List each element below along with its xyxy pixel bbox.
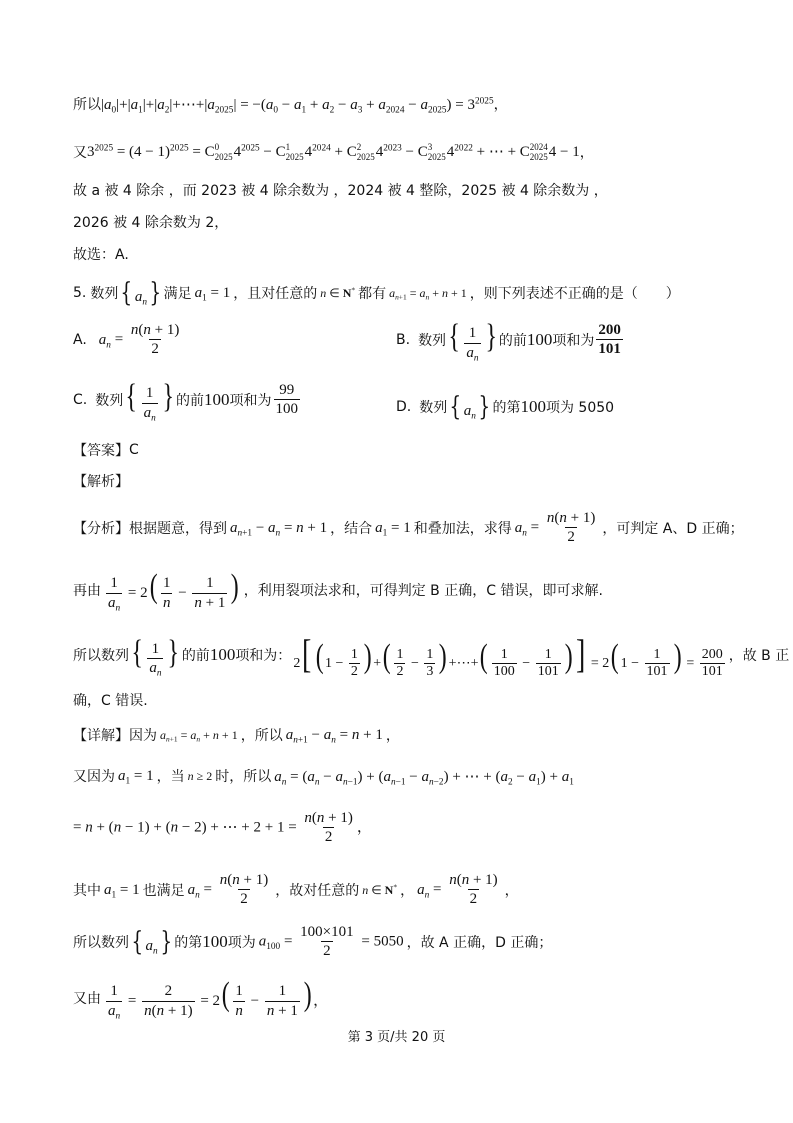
recurrence: $a_{n+1} = a_n + n + 1$ bbox=[389, 285, 467, 302]
option-b[interactable] bbox=[396, 318, 625, 362]
prev-answer-choice: 故选：A. bbox=[73, 247, 129, 263]
a1-eq-1: $a_1 = 1$ bbox=[194, 284, 231, 303]
option-b-pre: 数列 bbox=[418, 332, 447, 349]
option-c-den: 100 bbox=[275, 400, 299, 417]
prev-line-4 bbox=[73, 212, 228, 232]
option-d-label: D. bbox=[396, 399, 412, 415]
stem-e: ，则下列表述不正确的是（ ） bbox=[469, 286, 680, 302]
a100-value: $a_{100}$ = $\frac{100\times 101}{2}$ = 5050 bbox=[258, 924, 404, 960]
stem-a: 数列 bbox=[90, 286, 119, 302]
option-b-seq: { $\frac{1}{a_n}$ } bbox=[448, 318, 497, 363]
detail-4b: 也满足 bbox=[142, 883, 185, 900]
reciprocal-identity: $\frac{1}{a_n}$ = $\frac{2}{n(n + 1)}$ = 2( $\frac{1}{n}$ − $\frac{1}{n + 1}$ ) ， bbox=[108, 976, 329, 1021]
question-number: 5. bbox=[73, 285, 87, 301]
option-c-label: C. bbox=[73, 391, 88, 408]
detail-6a: 又由 bbox=[73, 990, 101, 1007]
fenxi-3e: ，故 B 正 bbox=[728, 648, 790, 665]
detail-line-2 bbox=[73, 766, 574, 786]
seq-an: { $a_n$} bbox=[120, 278, 162, 308]
detail-line-3 bbox=[73, 810, 372, 846]
fenxi-1d: ，可判定 A、D 正确； bbox=[602, 521, 744, 538]
option-d-100: 100 bbox=[520, 397, 546, 416]
analysis-tag: 【解析】 bbox=[73, 474, 129, 490]
sum-result: = n + (n − 1) + (n − 2) + ⋯ + 2 + 1 = $\frac{n(n + 1)}{2}$ ， bbox=[73, 810, 372, 846]
telescoping-sum-an: $a_n = (a_n - a_{n-1}) + (a_{n-1} - a_{n-2})$ + ⋯ + $(a_2 - a_1) + a_1$ bbox=[274, 768, 574, 787]
fenxi-3a: 所以数列 bbox=[73, 648, 129, 665]
detail-1a: 因为 bbox=[129, 728, 157, 744]
fenxi-1b: ，结合 bbox=[330, 521, 373, 538]
option-c-100: 100 bbox=[204, 389, 230, 409]
detail-4c: ，故对任意的 bbox=[275, 883, 360, 900]
option-b-100: 100 bbox=[526, 329, 553, 349]
prev-line-1 bbox=[73, 94, 508, 114]
detail-2a: 又因为 bbox=[73, 769, 115, 785]
option-d-mid: 的第 bbox=[492, 400, 521, 416]
fenxi-2a: 再由 bbox=[73, 582, 101, 599]
option-c[interactable] bbox=[73, 378, 302, 422]
detail-4a: 其中 bbox=[73, 883, 101, 900]
option-b-den: 101 bbox=[598, 340, 621, 357]
detail-an-formula: $a_n$ = $\frac{n(n + 1)}{2}$ bbox=[187, 872, 269, 908]
prev-line-2 bbox=[73, 142, 594, 162]
diff-equation: $a_{n+1} - a_n = n + 1$ bbox=[230, 519, 328, 538]
fenxi-3d: 项和为： bbox=[235, 648, 292, 665]
a1-eq-1-b: $a_1 = 1$ bbox=[375, 519, 411, 538]
option-b-fraction bbox=[596, 322, 623, 358]
answer-line bbox=[73, 440, 139, 460]
fenxi-1c: 和叠加法，求得 bbox=[413, 521, 512, 538]
option-c-seq: { $\frac{1}{a_n}$ } bbox=[125, 378, 174, 423]
detail-tag: 【详解】 bbox=[73, 728, 129, 744]
prev-line-3-text: 故 a 被 4 除余 ，而 2023 被 4 除余数为 ，2024 被 4 整除，2025 被 4 除余数为 ， bbox=[73, 183, 608, 199]
detail-diff: $a_{n+1} - a_n = n + 1$ bbox=[285, 726, 383, 745]
detail-1b: ，所以 bbox=[240, 728, 283, 744]
detail-5d: 项为 bbox=[227, 935, 256, 952]
option-a-formula: $a_n$ = $\frac{n(n + 1)}{2}$ bbox=[98, 322, 180, 358]
page-footer: 第 3 页/共 20 页 bbox=[347, 1030, 446, 1045]
option-c-fraction bbox=[274, 382, 301, 418]
prev-line-2-suffix: ， bbox=[579, 145, 594, 162]
abs-sum-equation: $|a_0|+|a_1|+|a_2|+\cdots+|a_{2025}| = -(a_0 - a_1 + a_2 - a_3 + a_{2024} - a_{2025}) = 3^{2025}$ bbox=[101, 95, 494, 115]
option-d-pre: 数列 bbox=[419, 400, 448, 416]
prev-line-1-suffix: ， bbox=[493, 97, 508, 113]
fenxi-line-3 bbox=[73, 630, 789, 681]
option-b-label: B. bbox=[396, 331, 411, 348]
option-d-post: 项为 5050 bbox=[545, 400, 615, 416]
fenxi-line-1 bbox=[73, 510, 744, 546]
option-a-label: A. bbox=[73, 332, 87, 349]
n-in-N: n ∈ N* bbox=[320, 285, 356, 300]
detail-5-100: 100 bbox=[202, 932, 228, 952]
prev-line-3 bbox=[73, 180, 608, 200]
analysis-heading bbox=[73, 471, 129, 491]
fenxi-2b: ，利用裂项法求和，可得判定 B 正确，C 错误，即可求解. bbox=[243, 582, 603, 599]
option-c-post: 项和为 bbox=[229, 392, 272, 409]
answer-tag: 【答案】 bbox=[73, 443, 129, 459]
prev-line-5 bbox=[73, 244, 129, 264]
detail-4e: ， bbox=[504, 883, 519, 900]
option-b-post: 项和为 bbox=[552, 332, 595, 349]
option-b-num: 200 bbox=[598, 321, 621, 338]
option-a[interactable] bbox=[73, 322, 183, 358]
prev-line-1-prefix: 所以 bbox=[73, 97, 101, 113]
option-c-num: 99 bbox=[279, 381, 295, 398]
detail-5e: ，故 A 正确，D 正确； bbox=[406, 935, 553, 952]
detail-line-6 bbox=[73, 976, 328, 1020]
prev-line-4-text: 2026 被 4 除余数为 2， bbox=[73, 215, 229, 231]
answer-value: C bbox=[129, 442, 139, 458]
fenxi-1a: 根据题意，得到 bbox=[129, 521, 227, 538]
detail-line-5 bbox=[73, 924, 552, 960]
binomial-expansion: $3^{2025} = (4 - 1)^{2025} = C$ 0 2025 $4^{2025} - C$ 1 2025 $4^{2024} + C$ 2 2025 $4^{2023} - C$ 3 2025 $4^{2022}$ + ⋯ + C 2024 2025 4 − 1 bbox=[87, 141, 580, 162]
option-d[interactable] bbox=[396, 392, 614, 422]
prev-line-2-prefix: 又 bbox=[73, 145, 87, 162]
fenxi-tag: 【分析】 bbox=[73, 521, 129, 538]
n-ge-2: n ≥ 2 bbox=[187, 768, 213, 783]
question-5-stem bbox=[73, 278, 680, 308]
detail-2c: 时，所以 bbox=[215, 769, 272, 785]
detail-n-in-N: n ∈ N* bbox=[362, 882, 398, 897]
reciprocal-split: $\frac{1}{a_n}$ = 2( $\frac{1}{n}$ − $\frac{1}{n + 1}$ ) bbox=[108, 568, 240, 613]
stem-d: 都有 bbox=[358, 286, 387, 302]
detail-line-4 bbox=[73, 872, 519, 908]
an-formula: $a_n$ = $\frac{n(n + 1)}{2}$ bbox=[514, 510, 596, 546]
stem-c: ，且对任意的 bbox=[233, 286, 318, 302]
fenxi-line-2 bbox=[73, 568, 603, 612]
fenxi-3-100: 100 bbox=[209, 645, 236, 665]
detail-a1-b: $a_1 = 1$ bbox=[104, 881, 140, 900]
detail-1c: ， bbox=[385, 728, 400, 744]
option-d-seq: { $a_n$} bbox=[449, 392, 491, 422]
fenxi-line-4 bbox=[73, 690, 148, 710]
option-c-pre: 数列 bbox=[95, 392, 124, 409]
telescoping-sum: 2[ ( 1 − $\frac{1}{2}$ ) +( $\frac{1}{2}$ − $\frac{1}{3}$ ) +⋯+( $\frac{1}{100}$ − $\frac{1}{101}$ )] = 2( 1 − $\frac{1}{101}$ ) = $\frac{200}{101}$ bbox=[293, 631, 723, 679]
option-c-mid: 的前 bbox=[176, 392, 205, 409]
stem-b: 满足 bbox=[163, 286, 192, 302]
detail-5-seq: { $a_n$} bbox=[131, 927, 172, 958]
detail-a1: $a_1 = 1$ bbox=[118, 767, 154, 786]
option-b-mid: 的前 bbox=[498, 332, 527, 349]
detail-line-1 bbox=[73, 725, 400, 745]
detail-2b: ，当 bbox=[156, 769, 185, 785]
fenxi-4: 确，C 错误. bbox=[73, 693, 148, 709]
fenxi-3-seq: { $\frac{1}{a_n}$ } bbox=[131, 633, 180, 679]
detail-recurrence: $a_{n+1} = a_n + n + 1$ bbox=[160, 727, 238, 744]
detail-5b: 的第 bbox=[174, 935, 203, 952]
detail-5a: 所以数列 bbox=[73, 935, 129, 952]
detail-4d: ， bbox=[400, 883, 415, 900]
detail-an-formula-2: $a_n$ = $\frac{n(n + 1)}{2}$ bbox=[417, 872, 498, 908]
fenxi-3b: 的前 bbox=[181, 648, 210, 665]
